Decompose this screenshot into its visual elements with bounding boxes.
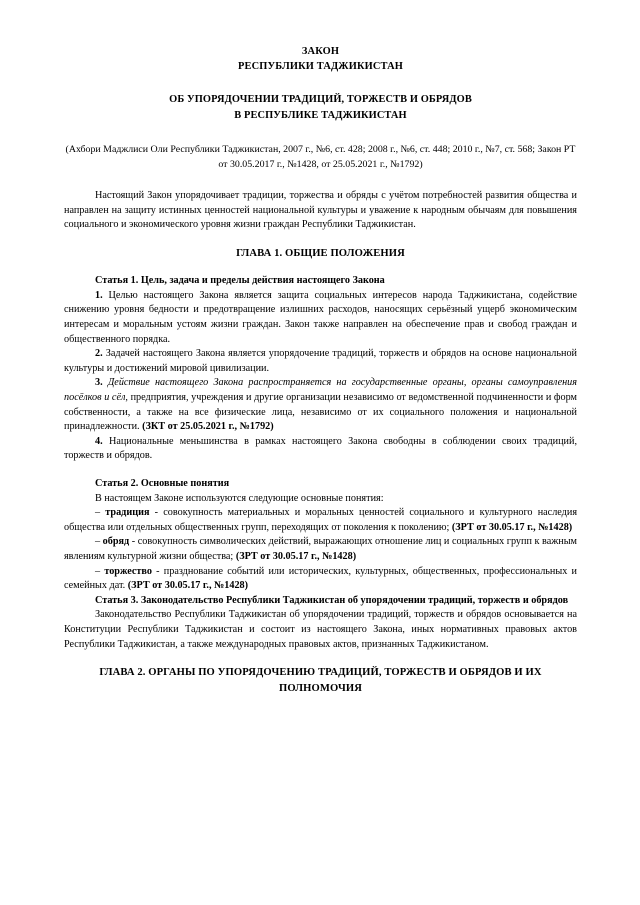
clause-text-part-a: Действие настоящего Закона распространяется на государственные органы,: [102, 377, 472, 389]
chapter-1-heading: ГЛАВА 1. ОБЩИЕ ПОЛОЖЕНИЯ: [236, 247, 405, 259]
clause-number: 3.: [95, 377, 103, 389]
term-definition: - совокупность материальных и моральных ценностей социального и культурного наследия общества или отдельных общественных групп, переходящих от поколения к поколению;: [64, 507, 577, 533]
article-1-clause-4: [64, 435, 577, 464]
subtitle-line-2: В РЕСПУБЛИКЕ ТАДЖИКИСТАН: [234, 109, 407, 121]
document-subtitle: [64, 92, 577, 123]
spacer: [64, 233, 577, 246]
article-3-body: Законодательство Республики Таджикистан об упорядочении традиций, торжеств и обрядов основывается на Конституции Республики Таджикистан и состоит из настоящего Закона, иных нормативных правовых актов Республики Таджикистан, а также международных правовых актов, признанных Таджикистаном.: [64, 609, 577, 650]
subtitle-line-1: ОБ УПОРЯДОЧЕНИИ ТРАДИЦИЙ, ТОРЖЕСТВ И ОБРЯДОВ: [169, 94, 472, 105]
amendment-reference: (ЗКТ от 25.05.2021 г., №1792): [142, 421, 274, 433]
clause-number: 1.: [95, 289, 103, 301]
document-body: [64, 44, 577, 696]
term-name: традиция: [105, 507, 150, 519]
title-line-1: ЗАКОН: [301, 46, 340, 57]
amendment-reference: (ЗРТ от 30.05.17 г., №1428): [235, 550, 357, 562]
term-dash: –: [95, 507, 106, 519]
preamble-paragraph: Настоящий Закон упорядочивает традиции, торжества и обряды с учётом потребностей развития общества и направлен на защиту истинных ценностей национальной культуры и уважение к народным обычаям для повышения социального и экономического уровня жизни граждан Республики Таджикистан.: [64, 190, 577, 231]
article-1-clause-3: [64, 376, 577, 434]
clause-text: Национальные меньшинства в рамках настоящего Закона свободны в соблюдении своих традиций, торжеств и обрядов.: [64, 435, 577, 462]
term-definition: - совокупность символических действий, выражающих отношение лиц и социальных групп к важным явлениям культурной жизни общества;: [64, 536, 577, 562]
title-line-2: РЕСПУБЛИКИ ТАДЖИКИСТАН: [238, 61, 403, 72]
term-name: обряд: [102, 536, 130, 548]
article-2-heading: Статья 2. Основные понятия: [95, 478, 230, 489]
publication-citation: (Ахбори Маджлиси Оли Республики Таджикистан, 2007 г., №6, ст. 428; 2008 г., №6, ст. 448; 2010 г., №7, ст. 568; Закон РТ от 30.05.2017 г., №1428, от 25.05.2021 г., №1792): [65, 144, 576, 170]
term-name: торжество: [104, 565, 152, 577]
article-1-clause-1: [64, 289, 577, 347]
amendment-reference: (ЗРТ от 30.05.17 г., №1428): [127, 580, 249, 592]
spacer: [64, 464, 577, 477]
article-2-term-obryad: [64, 535, 577, 564]
clause-number: 2.: [95, 348, 103, 360]
term-dash: –: [95, 536, 103, 548]
clause-text-part-b: , предприятия, учреждения и другие организации независимо от ведомственной подчиненности и форм собственности, а также на все физические лица, независимо от их социального положения и национальной принадлежности.: [64, 392, 577, 433]
term-definition: - празднование событий или исторических, культурных, общественных, профессиональных и семейных дат.: [64, 565, 578, 592]
article-2-intro: В настоящем Законе используются следующие основные понятия:: [95, 492, 384, 504]
article-2-term-traditsiya: [64, 506, 577, 535]
amendment-reference: (ЗРТ от 30.05.17 г., №1428): [451, 521, 573, 533]
spacer: [64, 172, 577, 189]
article-1-heading: Статья 1. Цель, задача и пределы действия настоящего Закона: [95, 275, 385, 287]
spacer: [64, 261, 577, 274]
article-1-clause-2: [64, 347, 577, 376]
chapter-2-heading: ГЛАВА 2. ОРГАНЫ ПО УПОРЯДОЧЕНИЮ ТРАДИЦИЙ, ТОРЖЕСТВ И ОБРЯДОВ И ИХ ПОЛНОМОЧИЯ: [99, 667, 542, 694]
spacer: [64, 652, 577, 665]
document-title: [64, 44, 577, 74]
clause-text: Задачей настоящего Закона является упорядочение традиций, торжеств и обрядов на основе национальной культуры и достижений мировой цивилизации.: [64, 348, 577, 374]
term-dash: –: [95, 565, 105, 577]
clause-text: Целью настоящего Закона является защита социальных интересов народа Таджикистана, содействие снижению уровня бедности и предотвращение излишних расходов, наносящих серьёзный ущерб экономическим интересам и моральным устоям жизни граждан. Закон также направлен на обеспечение прав и свобод граждан и общественного порядка.: [64, 289, 577, 345]
clause-italic-insert: органы самоуправления посёлков и сёл: [64, 377, 578, 404]
clause-number: 4.: [95, 435, 103, 447]
article-2-term-torzhestvo: [64, 565, 577, 594]
article-3-heading: Статья 3. Законодательство Республики Таджикистан об упорядочении традиций, торжеств и обрядов: [95, 594, 569, 606]
